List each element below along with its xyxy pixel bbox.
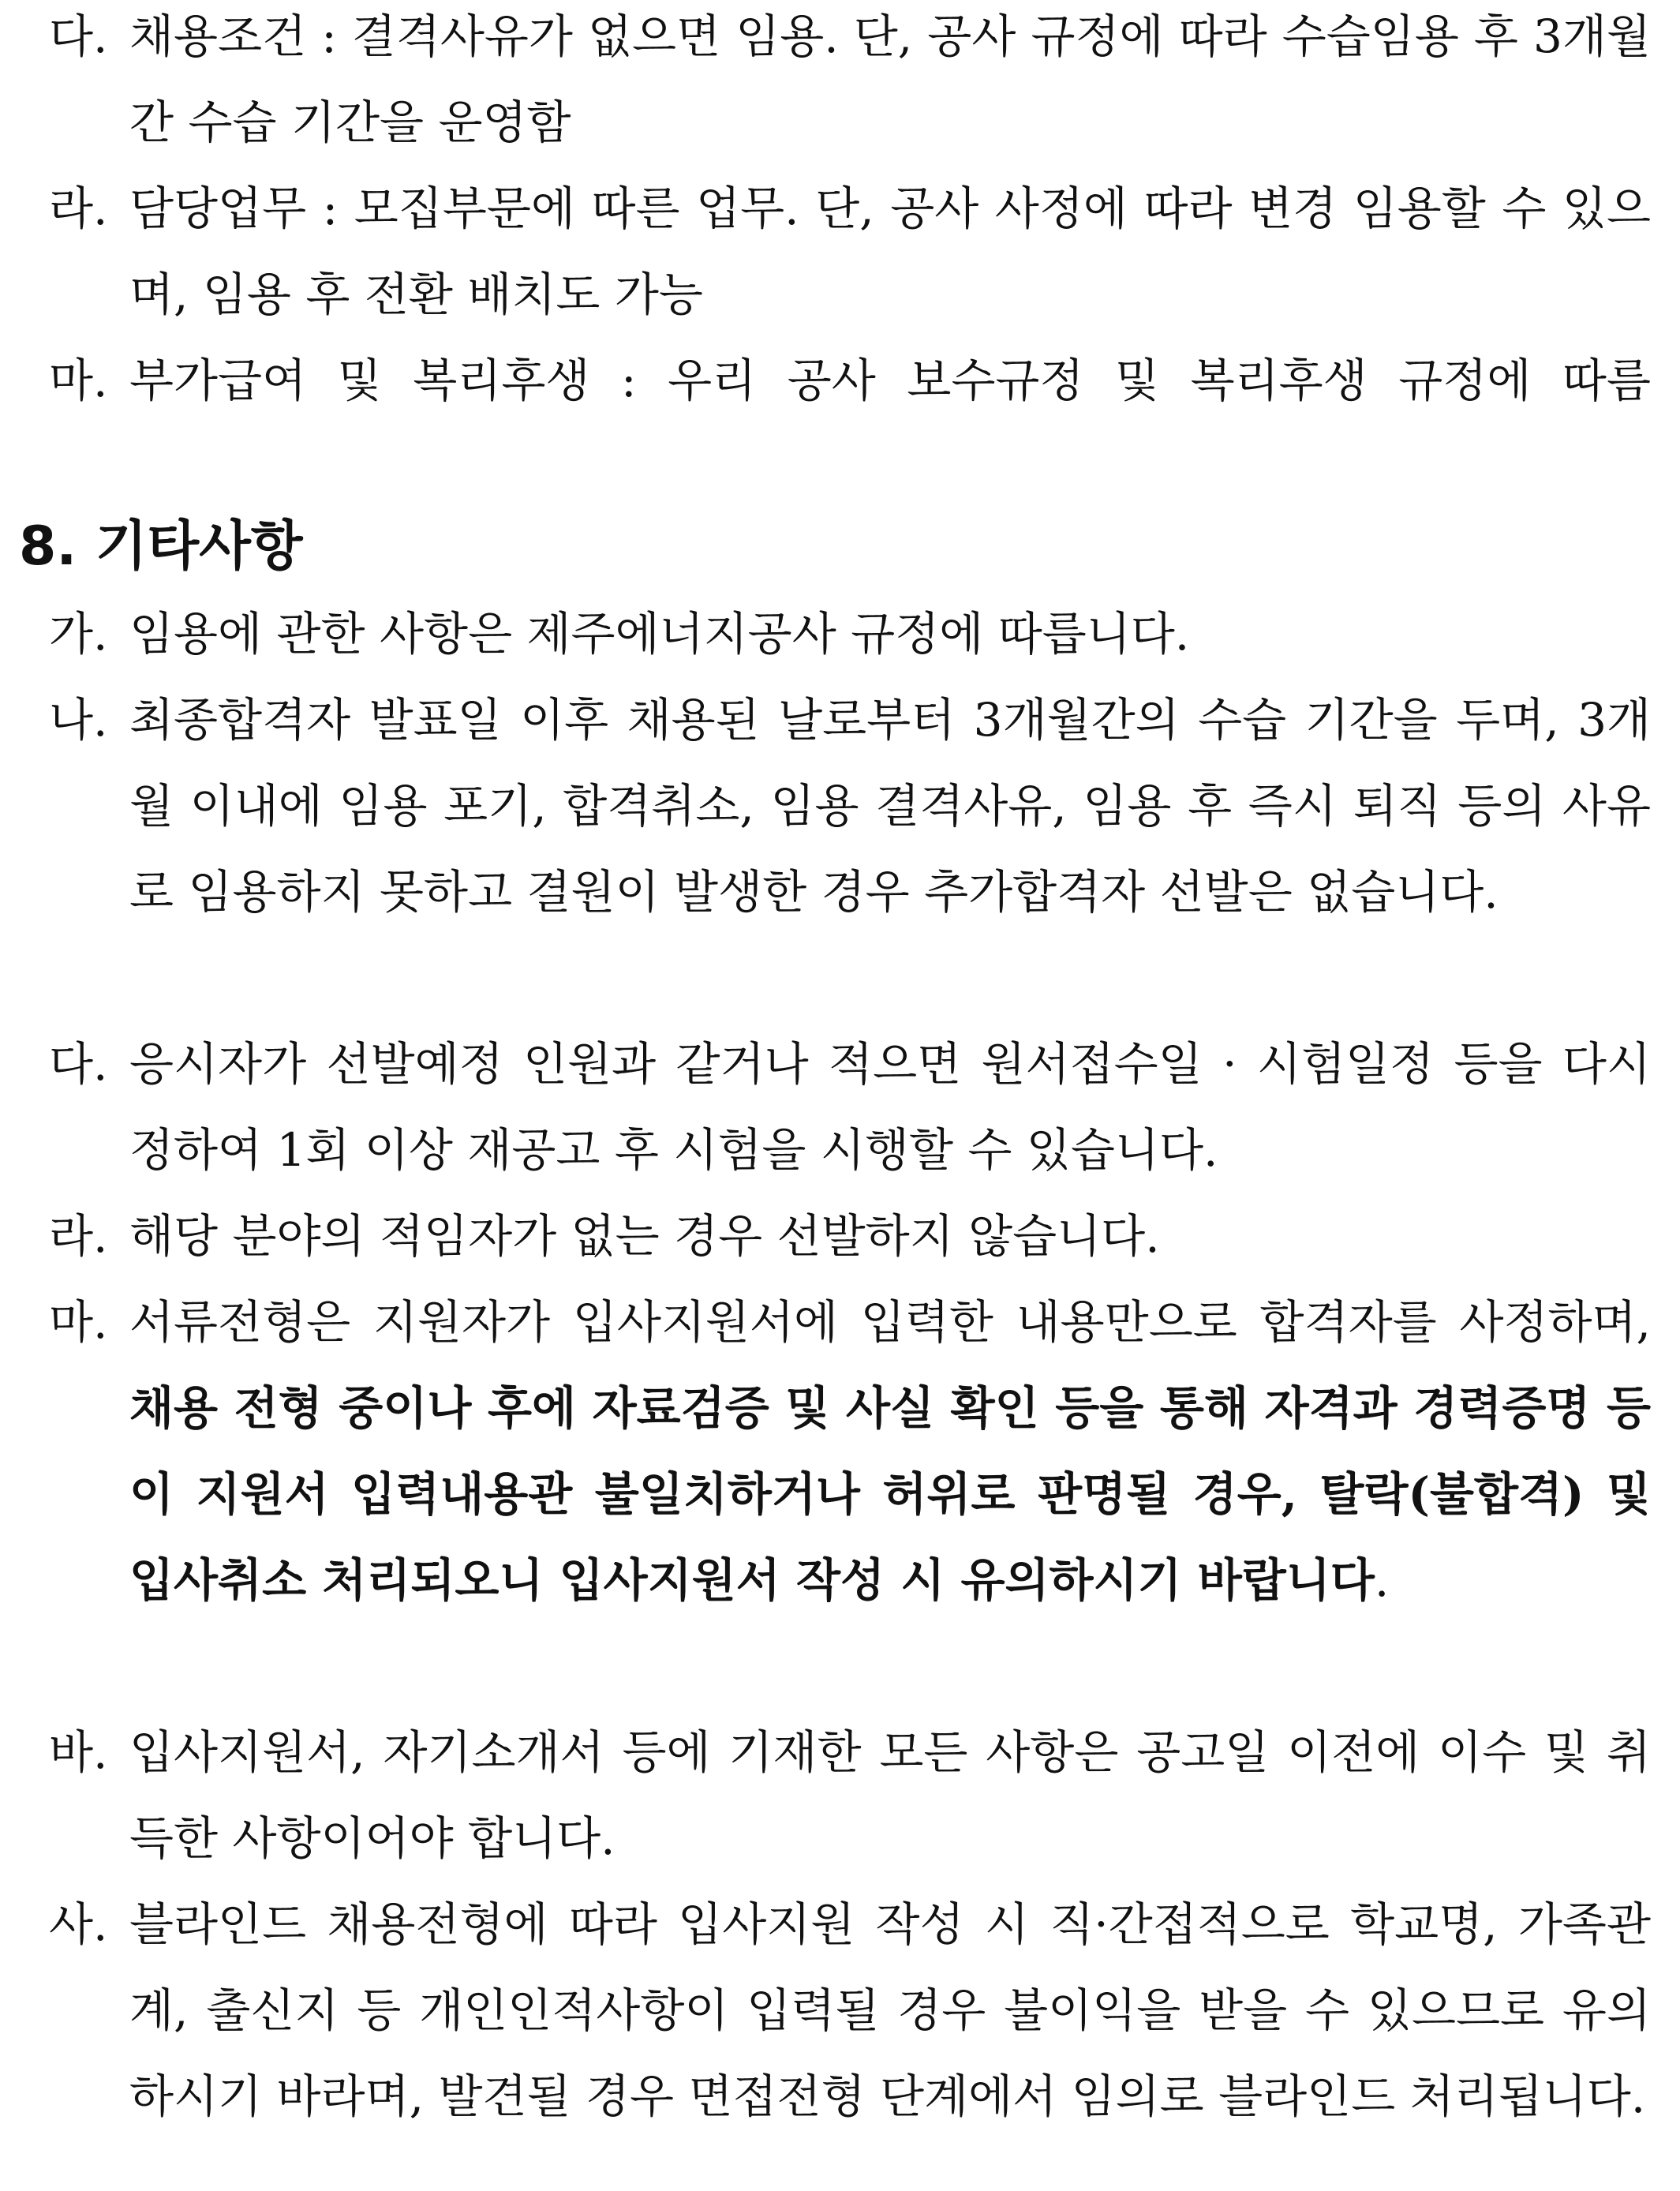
item-text: 최종합격자 발표일 이후 채용된 날로부터 3개월간의 수습 기간을 두며, 3개월 이내에 임용 포기, 합격취소, 임용 결격사유, 임용 후 즉시 퇴직 등의 사유로 임용하지 못하고 결원이 발생한 경우 추가합격자 선발은 없습니다. [129, 693, 1651, 919]
item-marker: 가. [49, 607, 108, 661]
item-text-end: . [1374, 1553, 1390, 1607]
item-marker: 사. [49, 1897, 108, 1951]
appointment-rule-item [49, 591, 1651, 677]
benefits-item [49, 338, 1651, 424]
item-marker: 바. [49, 1725, 108, 1779]
item-text: 입사지원서, 자기소개서 등에 기재한 모든 사항은 공고일 이전에 이수 및 취득한 사항이어야 합니다. [129, 1725, 1651, 1865]
item-text: 채용조건 : 결격사유가 없으면 임용. 단, 공사 규정에 따라 수습임용 후 3개월간 수습 기간을 운영함 [129, 9, 1651, 149]
re-announcement-item [49, 1021, 1651, 1193]
item-text: 부가급여 및 복리후생 : 우리 공사 보수규정 및 복리후생 규정에 따름 [129, 354, 1651, 407]
item-marker: 다. [49, 9, 108, 63]
item-text-plain: 서류전형은 지원자가 입사지원서에 입력한 내용만으로 합격자를 사정하며, [129, 1295, 1651, 1349]
item-marker: 라. [49, 1209, 108, 1263]
item-text-bold-warning: 채용 전형 중이나 후에 자료검증 및 사실 확인 등을 통해 자격과 경력증명 등이 지원서 입력내용관 불일치하거나 허위로 판명될 경우, 탈락(불합격) 및 입사취소 처리되오니 입사지원서 작성 시 유의하시기 바랍니다 [129, 1381, 1651, 1607]
blind-recruitment-item [49, 1882, 1651, 2140]
application-content-item [49, 1710, 1651, 1882]
document-screening-item [49, 1279, 1651, 1624]
item-text: 담당업무 : 모집부문에 따른 업무. 단, 공사 사정에 따라 변경 임용할 수 있으며, 임용 후 전환 배치도 가능 [129, 182, 1651, 321]
item-marker: 마. [49, 1295, 108, 1349]
item-text: 임용에 관한 사항은 제주에너지공사 규정에 따릅니다. [129, 607, 1190, 661]
item-text: 응시자가 선발예정 인원과 같거나 적으면 원서접수일 · 시험일정 등을 다시 정하여 1회 이상 재공고 후 시험을 시행할 수 있습니다. [129, 1037, 1651, 1177]
item-text: 해당 분야의 적임자가 없는 경우 선발하지 않습니다. [129, 1209, 1160, 1263]
no-suitable-candidate-item [49, 1193, 1651, 1279]
duty-item [49, 166, 1651, 338]
item-text: 블라인드 채용전형에 따라 입사지원 작성 시 직·간접적으로 학교명, 가족관계, 출신지 등 개인인적사항이 입력될 경우 불이익을 받을 수 있으므로 유의하시기 바라며, 발견될 경우 면접전형 단계에서 임의로 블라인드 처리됩니다. [129, 1897, 1651, 2123]
item-marker: 나. [49, 693, 108, 747]
employment-condition-item [49, 0, 1651, 166]
section-heading: 8. 기타사항 [19, 515, 303, 578]
item-marker: 라. [49, 182, 108, 235]
probation-item [49, 677, 1651, 935]
item-marker: 다. [49, 1037, 108, 1091]
item-marker: 마. [49, 354, 108, 407]
item-text [129, 1279, 1651, 1624]
